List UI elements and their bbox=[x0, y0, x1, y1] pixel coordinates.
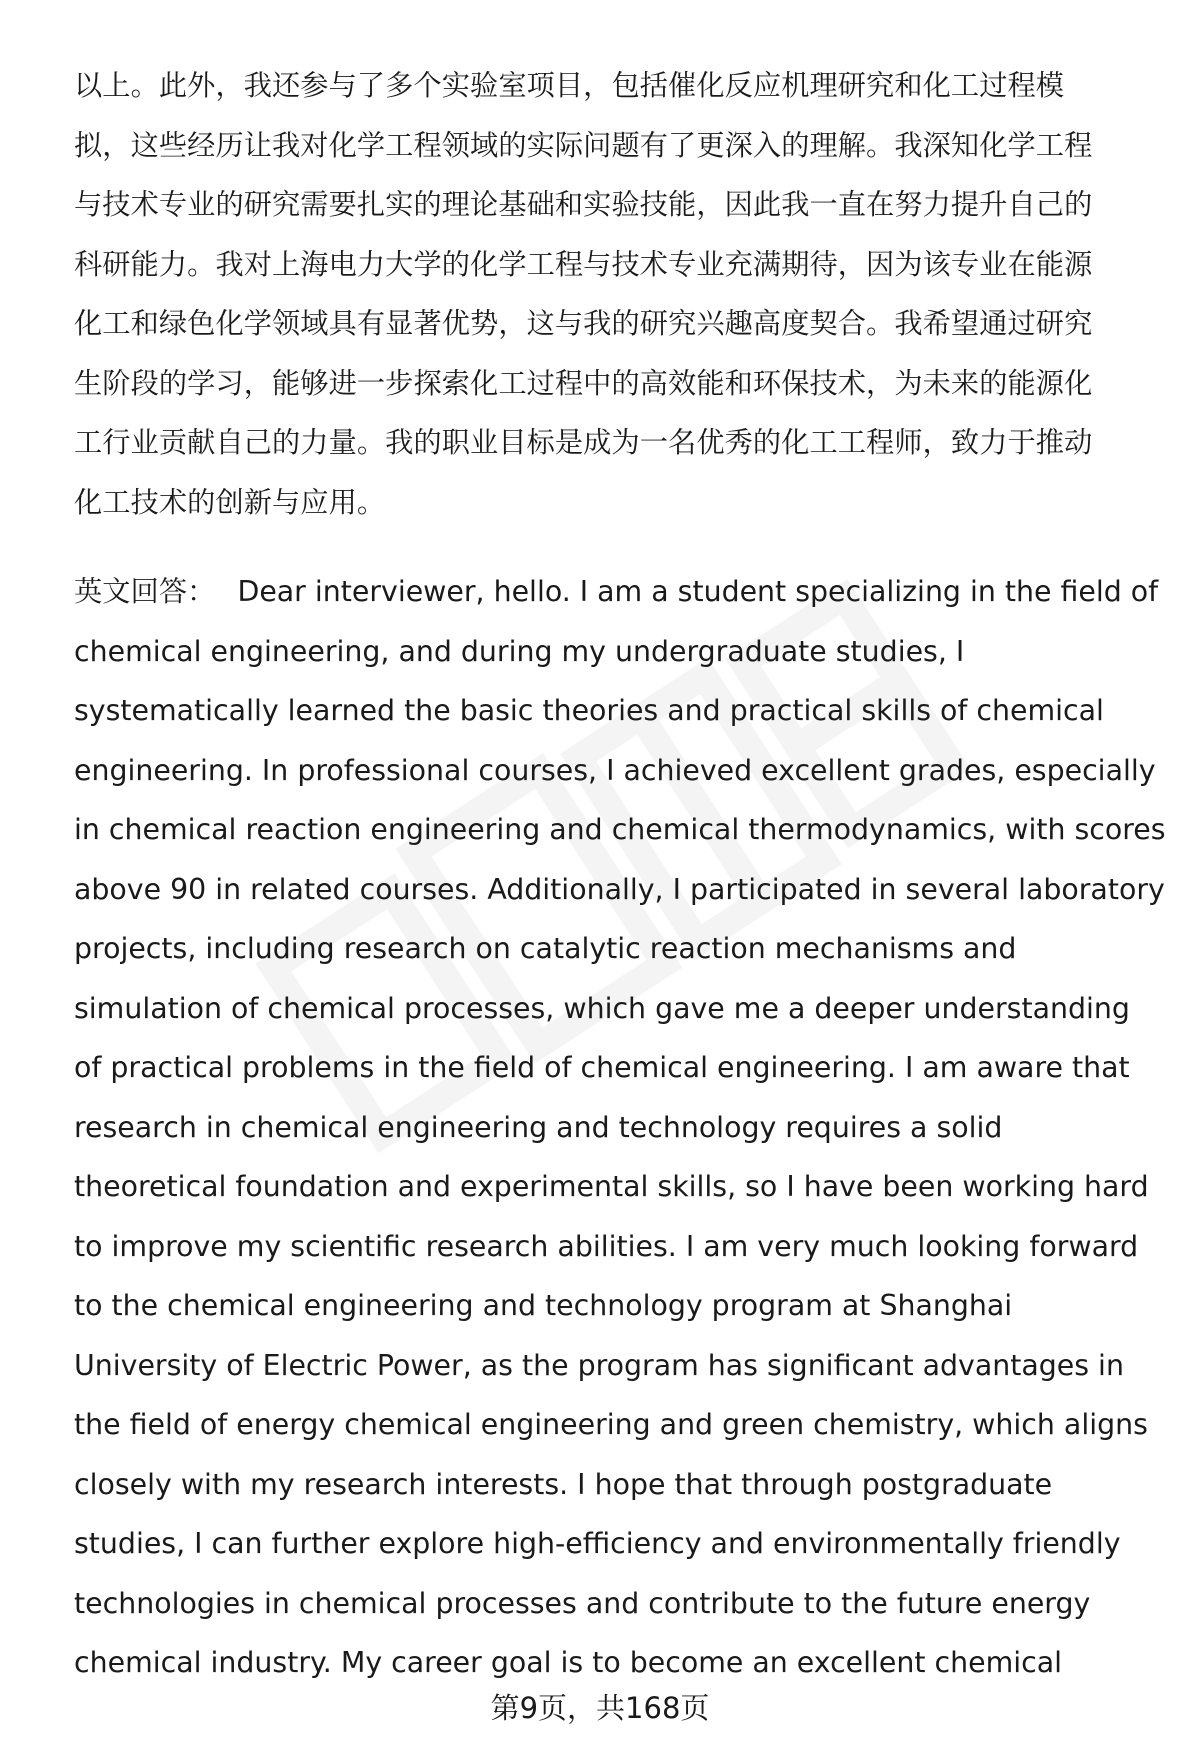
document-body bbox=[74, 56, 1164, 1693]
text-line: chemical industry. My career goal is to become an excellent chemical bbox=[74, 1646, 1063, 1679]
text-line: 化工和绿色化学领域具有显著优势，这与我的研究兴趣高度契合。我希望通过研究 bbox=[74, 307, 1093, 340]
text-line: of practical problems in the field of chemical engineering. I am aware that bbox=[74, 1051, 1130, 1084]
page-number: 第9页，共168页 bbox=[490, 1691, 710, 1725]
text-line bbox=[74, 562, 1164, 622]
text-line: engineering. In professional courses, I achieved excellent grades, especially bbox=[74, 753, 1156, 787]
text-line: 科研能力。我对上海电力大学的化学工程与技术专业充满期待，因为该专业在能源 bbox=[74, 247, 1093, 281]
text-line: research in chemical engineering and technology requires a solid bbox=[74, 1110, 1003, 1144]
text-line: above 90 in related courses. Additionally, I participated in several laboratory bbox=[74, 872, 1165, 906]
text-line: 生阶段的学习，能够进一步探索化工过程中的高效能和环保技术，为未来的能源化 bbox=[74, 366, 1093, 400]
text-line: systematically learned the basic theories and practical skills of chemical bbox=[74, 694, 1104, 727]
text-line: 以上。此外，我还参与了多个实验室项目，包括催化反应机理研究和化工过程模 bbox=[74, 69, 1065, 102]
english-answer-label: 英文回答： bbox=[74, 575, 216, 608]
text-line: the field of energy chemical engineering and green chemistry, which aligns bbox=[74, 1408, 1148, 1441]
text-line: in chemical reaction engineering and chemical thermodynamics, with scores bbox=[74, 813, 1166, 846]
english-answer-paragraph bbox=[74, 562, 1164, 1693]
text-line: theoretical foundation and experimental skills, so I have been working hard bbox=[74, 1170, 1149, 1203]
text-line: 工行业贡献自己的力量。我的职业目标是成为一名优秀的化工工程师，致力于推动 bbox=[74, 426, 1093, 459]
text-line-content: Dear interviewer, hello. I am a student specializing in the field of bbox=[237, 575, 1159, 608]
text-line: to the chemical engineering and technology program at Shanghai bbox=[74, 1289, 1013, 1322]
text-line: 拟，这些经历让我对化学工程领域的实际问题有了更深入的理解。我深知化学工程 bbox=[74, 128, 1093, 162]
paragraph-spacer bbox=[74, 532, 1164, 562]
text-line: University of Electric Power, as the program has significant advantages in bbox=[74, 1348, 1124, 1382]
text-line: chemical engineering, and during my undergraduate studies, I bbox=[74, 634, 965, 668]
chinese-answer-paragraph bbox=[74, 56, 1164, 532]
text-line: 化工技术的创新与应用。 bbox=[74, 485, 386, 519]
text-line: closely with my research interests. I hope that through postgraduate bbox=[74, 1467, 1053, 1501]
text-line: 与技术专业的研究需要扎实的理论基础和实验技能，因此我一直在努力提升自己的 bbox=[74, 188, 1093, 221]
text-line: projects, including research on catalytic reaction mechanisms and bbox=[74, 932, 1017, 965]
text-line: to improve my scientific research abilities. I am very much looking forward bbox=[74, 1229, 1139, 1263]
text-line: technologies in chemical processes and contribute to the future energy bbox=[74, 1586, 1091, 1620]
text-line: simulation of chemical processes, which gave me a deeper understanding bbox=[74, 991, 1130, 1025]
text-line: studies, I can further explore high-efficiency and environmentally friendly bbox=[74, 1527, 1121, 1560]
